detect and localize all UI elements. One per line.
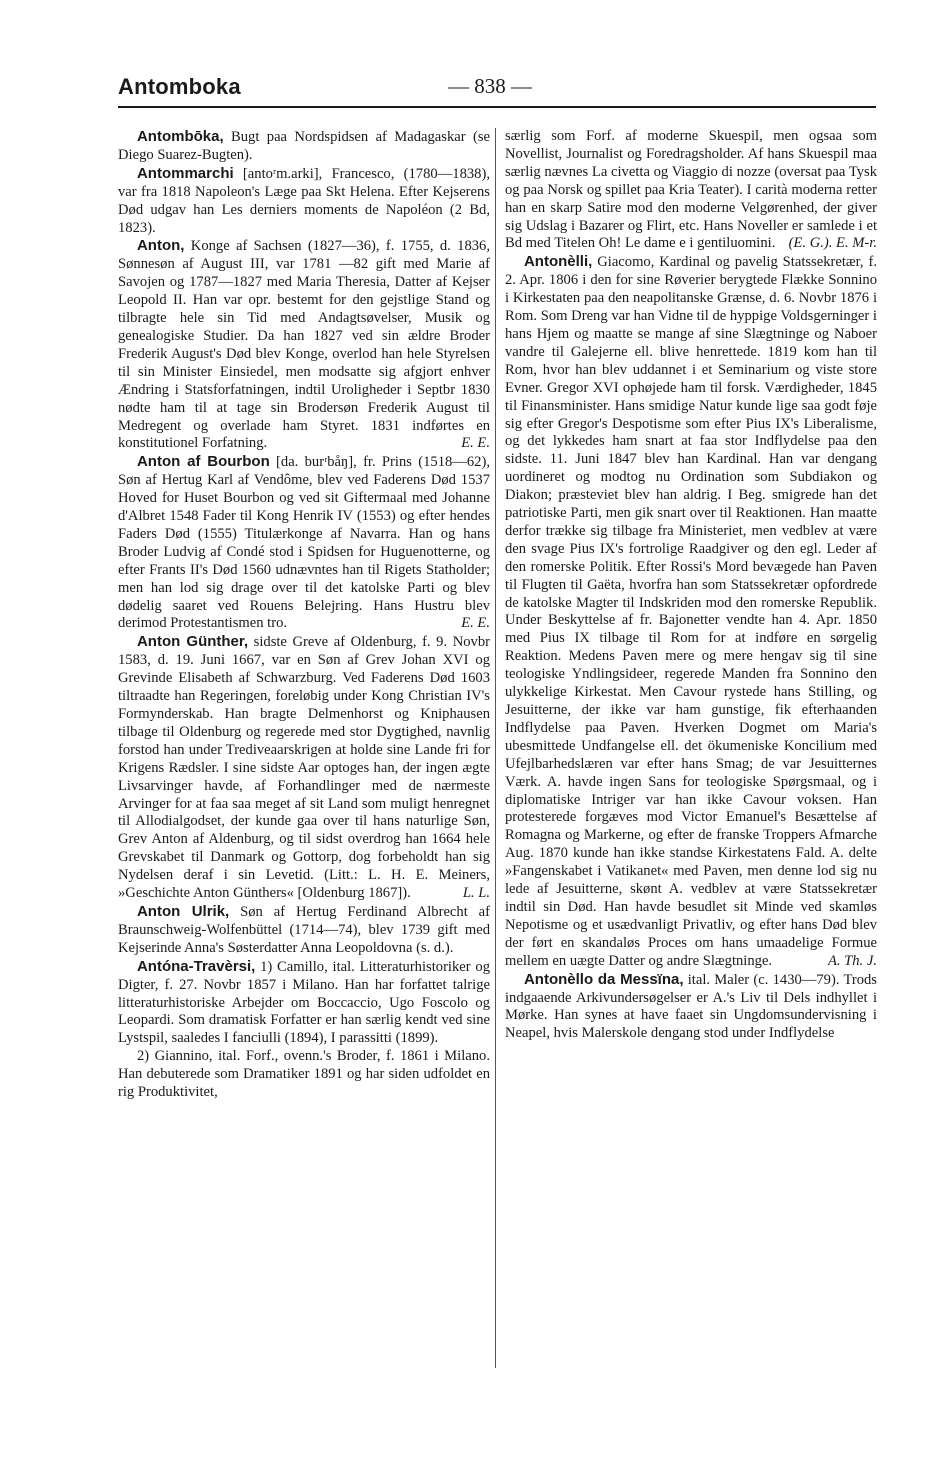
entry-text: Giacomo, Kardinal og pavelig Statssekretær, f. 2. Apr. 1806 i den for sine Røverier berygtede Flække Sonnino i Kirkestaten paa den neapolitanske Grænse, d. 6. Novbr 1876 i Rom. Som Dreng var han Vidne til de hyppige Voldsgerninger i hans Hjem og maatte se mange af sine Slægtninge og Naboer vandre til Galejerne ell. blive henrettede. 1819 kom han til Rom, hvor han blev uddannet i et Seminarium og viste store Evner. Gregor XVI ophøjede ham til forsk. Værdigheder, 1845 til Finansminister. Hans smidige Natur kunde lige saa godt føje sig efter Gregor's Despotisme som efter Pius IX's Liberalisme, og det lykkedes ham snart at faa stor Indflydelse paa den sidste. 11. Juni 1847 blev han Kardinal. Han var dengang uordineret og modtog nu Ordination som Subdiakon og Diakon; præsteviet blev han aldrig. I Beg. smigrede han det patriotiske Parti, men gik snart over til Reaktionen. Han maatte derfor trække sig tilbage fra Ministeriet, men vedblev at være den svage Pius IX's fortrolige Raadgiver og den egl. Leder af den romerske Politik. Efter Rossi's Mord bevægede han Paven til Flugten til Gaëta, hvorfra han som Statssekretær opfordrede de katolske Magter til Indskriden mod den romerske Republik. Under Beskyttelse af fr. Bajonetter vendte han 4. Apr. 1850 med Pius IX tilbage til Rom for at indføre en sørgelig Reaktion. Medens Paven mere og mere hengav sig til sine teologiske Yndlingsideer, regerede Manden fra Sonnino den ulykkelige Kirkestat. Men Cavour rystede hans Stilling, og Jesuitterne, der ikke var ham gunstige, fik efterhaanden Indflydelse paa Paven. Hverken Dogmet om Maria's ubesmittede Undfangelse ell. det ökumeniske Koncilium med Ufejlbarhedslæren var efter hans Smag; de var Jesuitternes Værk. A. havde ingen Sans for teologiske Spørgsmaal, og i diplomatiske Intriger var han ikke Cavour voksen. Han protesterede forgæves mod Victor Emanuel's Besættelse af Romagna og Markerne, og efter de franske Troppers Afmarche Aug. 1870 kunde han ikke standse Kirkestatens Fald. A. delte »Fangenskabet i Vatikanet« med Paven, men denne lod sig nu lede af Jesuitterne, skønt A. vedblev at være Statssekretær indtil sin Død. Han havde besudlet sit Minde ved skamløs Nepotisme og et usædvanligt Privatliv, og efter hans Død blev der ført en skandaløs Proces om hans umaadelige Formue mellem en uægte Datter og andre Slægtninge.	[505, 254, 877, 969]
entry-headword: Anton,	[136, 237, 185, 255]
entry-headword: Antonèlli,	[523, 253, 593, 271]
entry-headword: Anton Günther,	[136, 633, 249, 651]
dictionary-entry	[118, 453, 490, 633]
header-rule	[118, 106, 876, 108]
dictionary-entry	[118, 633, 490, 903]
dictionary-entry	[118, 165, 490, 238]
entry-text: 1) Camillo, ital. Litteraturhistoriker og Digter, f. 27. Novbr 1857 i Milano. Han har forfattet talrige litteraturhistoriske Arbejder om Boccaccio, Ugo Foscolo og Leopardi. Som dramatisk Forfatter er han særlig kendt ved sine Lystspil, saaledes I fanciulli (1894), I parassitti (1899).	[118, 958, 490, 1047]
column-divider	[495, 128, 496, 1368]
dictionary-entry	[505, 971, 877, 1044]
entry-headword: Anton Ulrik,	[136, 902, 230, 920]
running-head: Antomboka	[118, 74, 241, 99]
entry-text: Konge af Sachsen (1827—36), f. 1755, d. 1836, Sønnesøn af August III, var 1781 —82 gift med Marie af Savojen og 1787—1827 med Maria Theresia, Datter af Kejser Leopold II. Han var opr. bestemt for den gejstlige Stand og tilbragte hele sin Tid med Andagtsøvelser, Musik og genealogiske Studier. Da han 1827 ved sin ældre Broder Frederik August's Død blev Konge, overlod han hele Styrelsen til sin Minister Einsiedel, men modsatte sig afgjort enhver Ændring i Statsforfatningen, indtil Uroligheder i Septbr 1830 nødte ham til at tage sin Brodersøn Frederik August til Medregent og overlade ham Styret. 1831 indførtes en konstitutionel Forfatning.	[118, 238, 490, 452]
dictionary-entry	[118, 958, 490, 1049]
entry-text: Søn af Hertug Ferdinand Albrecht af Braunschweig-Wolfenbüttel (1714—74), blev 1739 gift med Kejserinde Anna's Søsterdatter Anna Leopoldovna (s. d.).	[118, 903, 490, 956]
right-column	[505, 128, 877, 1043]
dictionary-entry	[505, 253, 877, 970]
author-signature: (E. G.). E. M-r.	[788, 235, 877, 252]
author-signature: E. E.	[461, 615, 490, 632]
entry-text: Bugt paa Nordspidsen af Madagaskar (se Diego Suarez-Bugten).	[118, 129, 490, 163]
left-column	[118, 128, 490, 1102]
entry-text: sidste Greve af Oldenburg, f. 9. Novbr 1583, d. 19. Juni 1667, var en Søn af Grev Johan XVI og Grevinde Elisabeth af Schwarzburg. Ved Faderens Død 1603 tiltraadte han Regeringen, foreløbig under Kong Christian IV's Formynderskab. Han bragte Delmenhorst og Kniphausen tilbage til Oldenburg og regerede med stor Dygtighed, navnlig forstod han under Trediveaarskrigen at holde sine Lande fri for Krigens Rædsler. I sine sidste Aar optoges han, der ingen ægte Livsarvinger havde, af Forhandlinger med de nærmeste Arvinger for at faa saa meget af sit Land som muligt henregnet til Allodialgodset, der kunde gaa over til hans naturlige Søn, Grev Anton af Aldenburg, og til sidst overdrog han 1664 hele Grevskabet til Danmark og Gottorp, dog forbeholdt han sig Nydelsen deraf i sin Levetid. (Litt.: L. H. E. Meiners, »Geschichte Anton Günthers« [Oldenburg 1867]).	[118, 634, 491, 902]
entry-headword: Antombōka,	[136, 128, 224, 145]
entry-text: [da. burʳbåŋ], fr. Prins (1518—62), Søn af Hertug Karl af Vendôme, blev ved Faderens Død 1537 Hoved for Huset Bourbon og ved sit Giftermaal med Johanne d'Albret 1548 Fader til Kong Henrik IV (1553) og efter hendes Faders Død (1555) Titulærkonge af Navarra. Han og hans Broder Ludvig af Condé stod i Spidsen for Huguenotterne, og efter Frants II's Død 1560 udnævntes han til Rigets Statholder; men han lod sig drage over til det katolske Parti og blev dødelig saaret ved Rouens Belejring. Hans Hustru blev derimod Protestantismen tro.	[118, 454, 490, 632]
author-signature: L. L.	[462, 885, 490, 902]
entry-headword: Anton af Bourbon	[136, 453, 270, 471]
page-header	[118, 74, 876, 108]
entry-headword: Antonèllo da Messïna,	[523, 970, 684, 988]
entry-text: særlig som Forf. af moderne Skuespil, men ogsaa som Novellist, Journalist og Foredragsholder. Af hans Skuespil maa særlig nævnes La civetta og Viaggio di nozze (oversat paa Tysk og paa Norsk og spillet paa Kria Teater). I carità moderna retter han en skarp Satire mod den moderne Velgørenhed, der giver sig Udslag i Bazarer og Flirt, etc. Hans Noveller er samlede i et Bd med Titelen Oh! Le dame e i gentiluomini.	[505, 128, 877, 252]
dictionary-entry	[118, 1048, 490, 1102]
dictionary-entry	[118, 128, 490, 165]
dictionary-entry	[505, 128, 877, 253]
entry-text: [antoʳm.arki], Francesco, (1780—1838), var fra 1818 Napoleon's Læge paa Skt Helena. Efter Kejserens Død udgav han Les derniers moments de Napoléon (2 Bd, 1823).	[118, 165, 490, 236]
dictionary-entry	[118, 903, 490, 958]
author-signature: E. E.	[461, 435, 490, 452]
page-number: — 838 —	[448, 74, 532, 98]
entry-headword: Antóna-Travèrsi,	[136, 957, 256, 975]
entry-headword: Antommarchi	[136, 164, 234, 182]
author-signature: A. Th. J.	[827, 952, 877, 969]
entry-text: 2) Giannino, ital. Forf., ovenn.'s Broder, f. 1861 i Milano. Han debuterede som Dramatiker 1891 og har siden udfoldet en rig Produktivitet,	[118, 1048, 490, 1101]
entry-text: ital. Maler (c. 1430—79). Trods indgaaende Arkivundersøgelser er A.'s Liv til Dels indhyllet i Mørke. Han synes at have faaet sin Ungdomsundervisning i Neapel, hvis Malerskole dengang stod under Indflydelse	[505, 971, 877, 1042]
dictionary-entry	[118, 237, 490, 453]
